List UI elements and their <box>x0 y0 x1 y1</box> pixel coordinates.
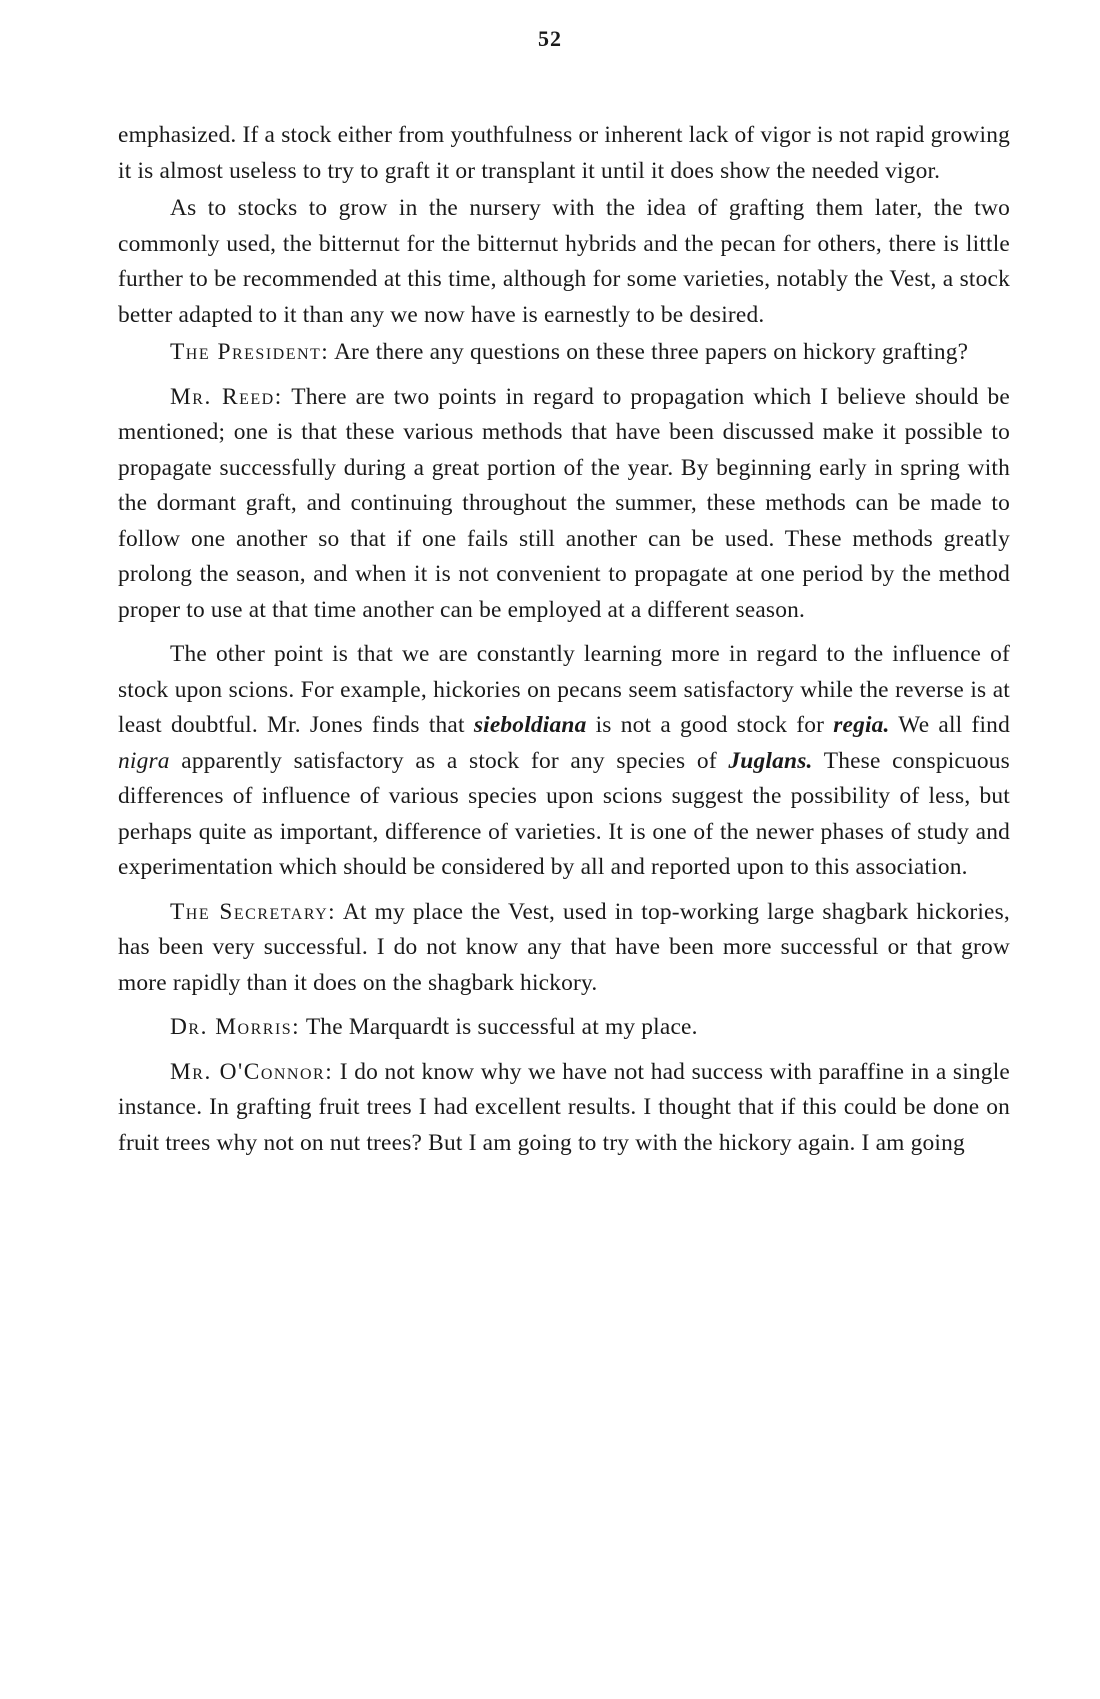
paragraph-president <box>118 335 1010 371</box>
paragraph-other-point <box>118 637 1010 886</box>
speaker-label: Dr. Morris: <box>170 1014 301 1040</box>
paragraph-continuation <box>118 118 1010 189</box>
paragraph-text: emphasized. If a stock either from youthfulness or inherent lack of vigor is not rapid growing it is almost useless to try to graft it or transplant it until it does show the needed vigor. <box>118 122 1010 184</box>
paragraph-text: The Marquardt is successful at my place. <box>305 1014 698 1040</box>
paragraph-text: The other point is that we are constantly learning more in regard to the influence of stock upon scions. For example, hickories on pecans seem satisfactory while the reverse is at least doubtful. Mr. Jones finds that <box>118 641 1010 738</box>
speaker-label: Mr. Reed: <box>170 383 283 410</box>
paragraph-text: As to stocks to grow in the nursery with the idea of grafting them later, the two commonly used, the bitternut for the bitternut hybrids and the pecan for others, there is little further to be recommended at this time, although for some varieties, notably the Vest, a stock better adapted to it than any we now have is earnestly to be desired. <box>118 195 1010 328</box>
genus-name: Juglans. <box>728 747 813 774</box>
paragraph-morris <box>118 1010 1010 1046</box>
speaker-label: The President: <box>170 339 330 365</box>
paragraph-text: is not a good stock for <box>586 712 834 738</box>
species-name: nigra <box>118 747 170 774</box>
paragraph-text: apparently satisfactory as a stock for any species of <box>169 747 729 774</box>
paragraph-secretary <box>118 895 1010 1002</box>
paragraph-reed <box>118 380 1010 629</box>
species-name: sieboldiana <box>473 712 587 738</box>
paragraph-oconnor <box>118 1055 1010 1162</box>
paragraph-text: We all find <box>889 712 1010 738</box>
page-number: 52 <box>538 26 562 51</box>
paragraph-text: Are there any questions on these three papers on hickory grafting? <box>334 339 969 365</box>
body-text <box>118 118 1010 1163</box>
paragraph-text: There are two points in regard to propagation which I believe should be mentioned; one is that these various methods that have been discussed make it possible to propagate successfully during a great portion of the year. By beginning early in spring with the dormant graft, and continuing throughout the summer, these methods can be made to follow one another so that if one fails still another can be used. These methods greatly prolong the season, and when it is not convenient to propagate at one period by the method proper to use at that time another can be employed at a different season. <box>118 383 1010 623</box>
speaker-label: The Secretary: <box>170 898 337 925</box>
speaker-label: Mr. O'Connor: <box>170 1058 334 1085</box>
paragraph-text: At my place the Vest, used in top-working large shagbark hickories, has been very successful. I do not know any that have been more successful or that grow more rapidly than it does on the shagbark hickory. <box>118 898 1010 996</box>
paragraph-text: I do not know why we have not had success with paraffine in a single instance. In grafting fruit trees I had excellent results. I thought that if this could be done on fruit trees why not on nut trees? But I am going to try with the hickory again. I am going <box>118 1058 1010 1156</box>
paragraph-stocks <box>118 191 1010 333</box>
paragraph-text: These conspicuous differences of influence of various species upon scions suggest the possibility of less, but perhaps quite as important, difference of varieties. It is one of the newer phases of study and experimentation which should be considered by all and reported upon to this association. <box>118 747 1010 880</box>
species-name: regia. <box>833 712 890 738</box>
